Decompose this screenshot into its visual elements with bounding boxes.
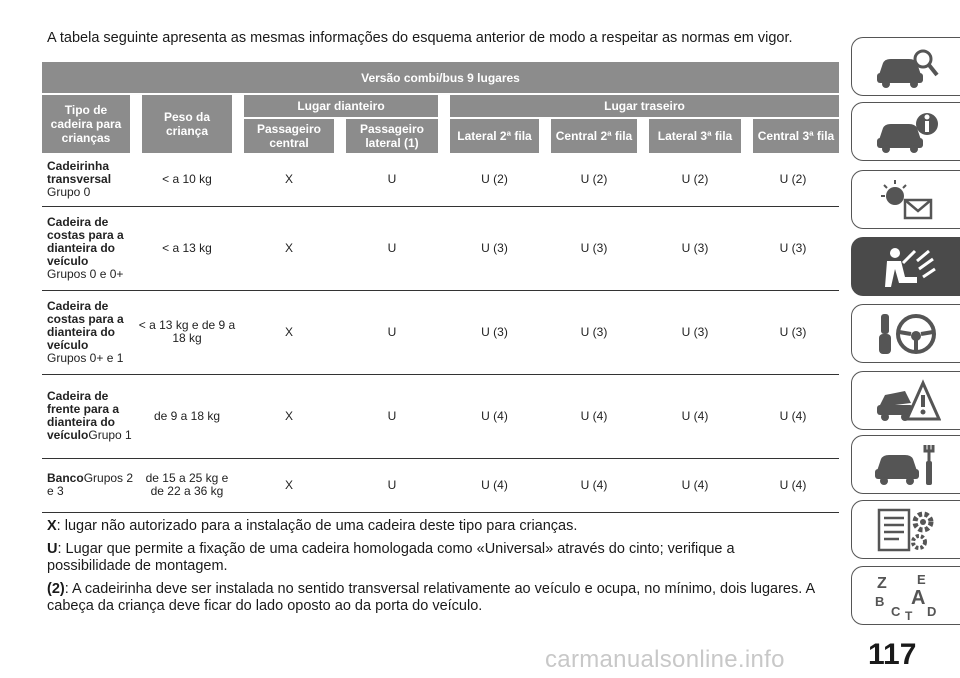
index-letter: D [927, 603, 937, 619]
table-cell: U (4) [545, 374, 643, 458]
table-cell: U (3) [643, 290, 747, 374]
tab-car-triangle[interactable] [851, 371, 960, 430]
table-cell: U (3) [444, 206, 545, 290]
table-cell: U (3) [545, 206, 643, 290]
table-cell: U (4) [643, 374, 747, 458]
table-cell: U (3) [444, 290, 545, 374]
col-header-peso: Peso da criança [136, 94, 238, 153]
tab-car-search[interactable] [851, 37, 960, 96]
car-search-icon [871, 43, 941, 91]
weight-cell: < a 13 kg e de 9 a 18 kg [136, 290, 238, 374]
col-header-rear: Lugar traseiro [444, 94, 839, 118]
row-name-rest: Grupos 0 e 0+ [47, 266, 124, 281]
table-cell: U (4) [444, 458, 545, 512]
note-2 [47, 581, 822, 615]
tab-warning-lights[interactable] [851, 170, 960, 229]
note-text: : A cadeirinha deve ser instalada no sentido transversal relativamente ao veículo e ocupa, no mínimo, dois lugares. A cabeça da criança deve ficar do lado oposto ao da porta do veículo. [47, 581, 815, 614]
index-letters-icon [871, 572, 941, 620]
table-cell: U (4) [545, 458, 643, 512]
table-cell: X [238, 206, 340, 290]
row-name-rest: Grupos 2 e 3 [47, 471, 134, 498]
table-cell: X [238, 153, 340, 206]
col-header-tipo: Tipo de cadeira para crianças [42, 94, 136, 153]
child-seat-table [42, 62, 839, 513]
warning-lights-icon [871, 176, 941, 224]
table-cell: U (4) [643, 458, 747, 512]
table-row [42, 153, 839, 206]
sub-header: Central 2ª fila [545, 118, 643, 153]
note-text: : lugar não autorizado para a instalação de uma cadeira deste tipo para crianças. [56, 518, 578, 534]
table-cell: X [238, 458, 340, 512]
table-cell: U (4) [444, 374, 545, 458]
table-cell: U [340, 374, 444, 458]
tab-settings-list[interactable] [851, 500, 960, 559]
sub-header: Passageiro central [238, 118, 340, 153]
col-header-front: Lugar dianteiro [238, 94, 444, 118]
row-name-rest: Grupo 0 [47, 184, 91, 199]
key-steering-icon [871, 310, 941, 358]
table-cell: U (4) [747, 374, 839, 458]
table-cell: X [238, 290, 340, 374]
note-key: X [47, 518, 57, 534]
row-name-bold: Cadeira de costas para a dianteira do veículo [47, 214, 124, 268]
table-group-title: Versão combi/bus 9 lugares [42, 62, 839, 94]
table-cell: U [340, 458, 444, 512]
table-cell: U (3) [747, 290, 839, 374]
index-letter: B [875, 593, 885, 609]
index-letter: C [891, 603, 901, 619]
note-key: U [47, 541, 58, 557]
index-letter: E [917, 571, 926, 587]
watermark: carmanualsonline.info [545, 646, 785, 673]
table-cell: U (4) [747, 458, 839, 512]
table-cell: U (3) [545, 290, 643, 374]
index-letter: Z [877, 574, 887, 592]
weight-cell: de 9 a 18 kg [136, 374, 238, 458]
weight-cell: de 15 a 25 kg e de 22 a 36 kg [136, 458, 238, 512]
row-name-bold: Cadeira de frente para a dianteira do veículo [47, 389, 120, 442]
table-cell: U (3) [643, 206, 747, 290]
tab-car-info[interactable] [851, 102, 960, 161]
notes [47, 518, 822, 621]
index-letter: A [911, 586, 926, 609]
note-key: (2) [47, 581, 65, 597]
table-cell: U (2) [643, 153, 747, 206]
row-name-rest: Grupos 0+ e 1 [47, 350, 124, 365]
table-cell: U (3) [747, 206, 839, 290]
sub-header: Central 3ª fila [747, 118, 839, 153]
row-header [42, 153, 136, 206]
note-x [47, 518, 822, 535]
index-letter: T [905, 608, 913, 620]
row-header [42, 206, 136, 290]
tab-car-tools[interactable] [851, 435, 960, 494]
row-header [42, 290, 136, 374]
table-cell: U [340, 206, 444, 290]
sub-header: Passageiro lateral (1) [340, 118, 444, 153]
sub-header: Lateral 2ª fila [444, 118, 545, 153]
tab-key-steering[interactable] [851, 304, 960, 363]
row-header [42, 458, 136, 512]
note-text: : Lugar que permite a fixação de uma cadeira homologada como «Universal» através do cinto; verifique a possibilidade de montagem. [47, 541, 735, 574]
row-name-bold: Banco [47, 471, 84, 485]
row-header [42, 374, 136, 458]
table-cell: U [340, 290, 444, 374]
car-info-icon [871, 108, 941, 156]
weight-cell: < a 13 kg [136, 206, 238, 290]
table-row [42, 458, 839, 512]
weight-cell: < a 10 kg [136, 153, 238, 206]
tab-seat-airbag[interactable] [851, 237, 960, 296]
intro-text: A tabela seguinte apresenta as mesmas informações do esquema anterior de modo a respeitar as normas em vigor. [47, 30, 793, 46]
car-triangle-icon [871, 377, 941, 425]
seat-airbag-icon [871, 243, 941, 291]
row-name-bold: Cadeirinha transversal [47, 158, 112, 186]
table-cell: X [238, 374, 340, 458]
table-cell: U (2) [747, 153, 839, 206]
page-number: 117 [868, 638, 917, 671]
table-cell: U (2) [444, 153, 545, 206]
table-cell: U (2) [545, 153, 643, 206]
sub-header: Lateral 3ª fila [643, 118, 747, 153]
chapter-tabs [851, 0, 960, 678]
row-name-rest: Grupo 1 [88, 428, 132, 442]
table-row [42, 206, 839, 290]
table-cell: U [340, 153, 444, 206]
table-row [42, 290, 839, 374]
tab-index[interactable] [851, 566, 960, 625]
settings-list-icon [871, 506, 941, 554]
row-name-bold: Cadeira de costas para a dianteira do veículo [47, 298, 124, 352]
table-row [42, 374, 839, 458]
note-u [47, 541, 822, 575]
car-tools-icon [871, 441, 941, 489]
